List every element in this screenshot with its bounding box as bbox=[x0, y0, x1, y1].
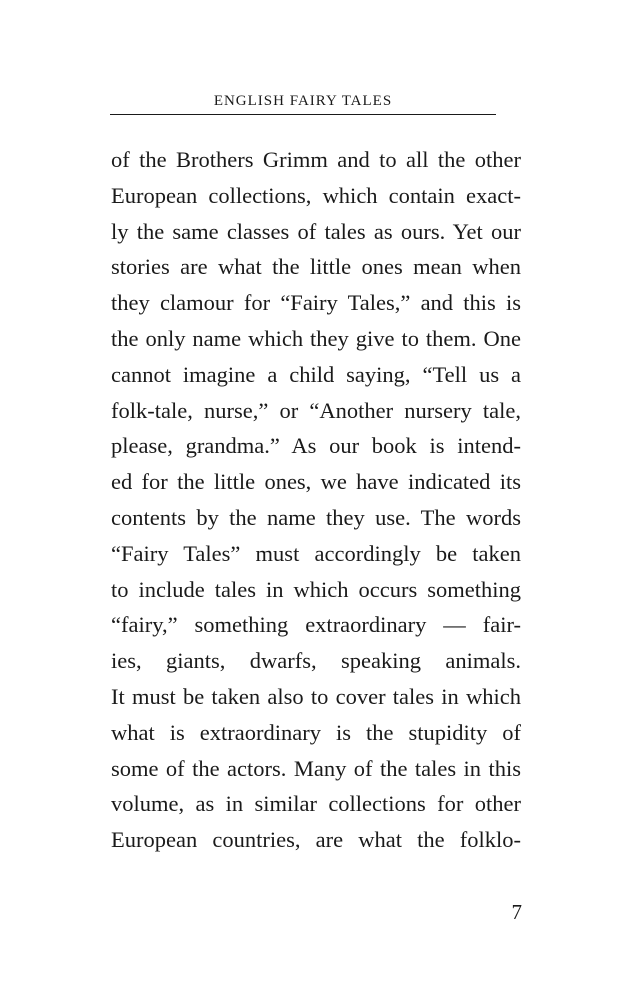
text-line: “fairy,” something extraordinary — fair- bbox=[111, 612, 521, 638]
text-line: the only name which they give to them. One bbox=[111, 325, 521, 351]
running-header: ENGLISH FAIRY TALES bbox=[213, 93, 393, 109]
text-line: folk-tale, nurse,” or “Another nursery tale, bbox=[111, 397, 521, 423]
text-line: what is extraordinary is the stupidity of bbox=[111, 719, 521, 745]
text-line: cannot imagine a child saying, “Tell us a bbox=[111, 361, 521, 387]
text-line: volume, as in similar collections for other bbox=[111, 791, 521, 817]
page-number: 7 bbox=[511, 900, 522, 924]
text-line: European collections, which contain exact- bbox=[111, 182, 521, 208]
text-line: “Fairy Tales” must accordingly be taken bbox=[111, 540, 521, 566]
text-line: European countries, are what the folklo- bbox=[111, 827, 521, 853]
text-line: stories are what the little ones mean when bbox=[111, 254, 521, 280]
header-divider bbox=[110, 114, 496, 115]
text-line: ies, giants, dwarfs, speaking animals. bbox=[111, 648, 521, 674]
text-line: they clamour for “Fairy Tales,” and this is bbox=[111, 290, 521, 316]
text-line: some of the actors. Many of the tales in this bbox=[111, 755, 521, 781]
text-line: ed for the little ones, we have indicated its bbox=[111, 469, 521, 495]
text-line: of the Brothers Grimm and to all the other bbox=[111, 147, 521, 172]
text-line: It must be taken also to cover tales in which bbox=[111, 683, 521, 709]
text-line: ly the same classes of tales as ours. Yet our bbox=[111, 218, 521, 244]
text-line: contents by the name they use. The words bbox=[111, 504, 521, 530]
text-line: please, grandma.” As our book is intend- bbox=[111, 433, 521, 459]
text-line: to include tales in which occurs something bbox=[111, 576, 521, 602]
body-text bbox=[111, 142, 521, 858]
